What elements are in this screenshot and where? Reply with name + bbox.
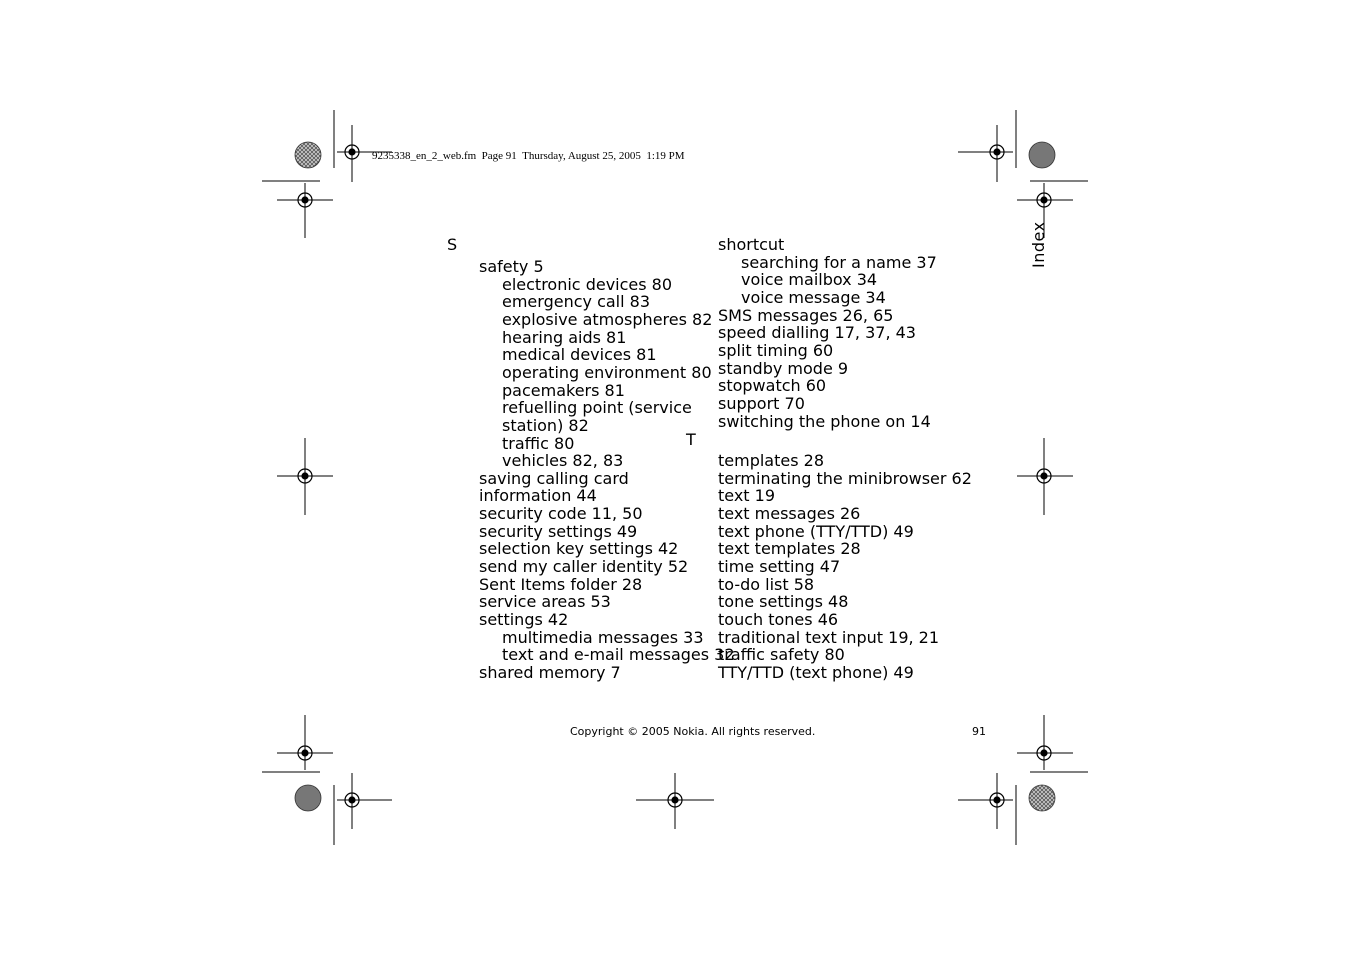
index-entry: shared memory 7 bbox=[479, 662, 621, 682]
index-entry: selection key settings 42 bbox=[479, 539, 679, 559]
index-subentry: voice mailbox 34 bbox=[741, 270, 878, 290]
index-subentry: pacemakers 81 bbox=[502, 380, 625, 400]
file-info-header: 9235338_en_2_web.fm Page 91 Thursday, August 25, 2005 1:19 PM bbox=[372, 150, 685, 162]
index-entry: service areas 53 bbox=[479, 592, 611, 612]
index-entry: shortcut bbox=[718, 235, 785, 254]
index-subentry: hearing aids 81 bbox=[502, 327, 627, 347]
index-entry: SMS messages 26, 65 bbox=[718, 305, 894, 325]
page-number: 91 bbox=[972, 725, 986, 738]
index-entry: Sent Items folder 28 bbox=[479, 574, 643, 594]
index-entry: switching the phone on 14 bbox=[718, 411, 931, 431]
index-subentry: searching for a name 37 bbox=[741, 252, 937, 272]
index-entry: stopwatch 60 bbox=[718, 376, 827, 396]
index-entry: security code 11, 50 bbox=[479, 504, 643, 524]
side-tab-label: Index bbox=[1029, 221, 1048, 268]
index-subentry: traffic 80 bbox=[502, 433, 575, 453]
index-entry: touch tones 46 bbox=[718, 609, 839, 629]
index-entry: information 44 bbox=[479, 486, 597, 506]
index-entry: text templates 28 bbox=[718, 539, 861, 559]
index-subentry: refuelling point (service bbox=[502, 398, 692, 418]
index-subentry: medical devices 81 bbox=[502, 345, 657, 365]
index-subentry: operating environment 80 bbox=[502, 362, 712, 382]
index-subentry: voice message 34 bbox=[741, 287, 886, 307]
index-entry: traffic safety 80 bbox=[718, 645, 845, 665]
index-subentry: electronic devices 80 bbox=[502, 274, 673, 294]
index-entry: standby mode 9 bbox=[718, 358, 849, 378]
index-entry: templates 28 bbox=[718, 451, 825, 470]
index-subentry: explosive atmospheres 82 bbox=[502, 309, 713, 329]
index-entry: send my caller identity 52 bbox=[479, 557, 689, 577]
index-subentry: multimedia messages 33 bbox=[502, 627, 704, 647]
index-entry: saving calling card bbox=[479, 468, 629, 488]
index-entry: text 19 bbox=[718, 486, 776, 506]
index-entry: text messages 26 bbox=[718, 503, 861, 523]
index-subentry: station) 82 bbox=[502, 415, 589, 435]
index-entry: safety 5 bbox=[479, 257, 544, 276]
index-entry: traditional text input 19, 21 bbox=[718, 627, 940, 647]
index-entry: time setting 47 bbox=[718, 556, 841, 576]
index-entry: text phone (TTY/TTD) 49 bbox=[718, 521, 914, 541]
index-entry: support 70 bbox=[718, 393, 805, 413]
copyright-footer: Copyright © 2005 Nokia. All rights reserved. bbox=[570, 725, 816, 738]
section-letter: T bbox=[686, 430, 696, 449]
index-entry: speed dialling 17, 37, 43 bbox=[718, 323, 916, 343]
index-entry: tone settings 48 bbox=[718, 592, 849, 612]
index-entry: terminating the minibrowser 62 bbox=[718, 468, 972, 488]
index-subentry: vehicles 82, 83 bbox=[502, 451, 624, 471]
index-entry: split timing 60 bbox=[718, 340, 834, 360]
index-entry: settings 42 bbox=[479, 610, 569, 629]
index-entry: TTY/TTD (text phone) 49 bbox=[718, 662, 914, 682]
index-entry: to-do list 58 bbox=[718, 574, 815, 594]
index-entry: security settings 49 bbox=[479, 521, 638, 541]
index-subentry: emergency call 83 bbox=[502, 292, 650, 312]
index-subentry: text and e-mail messages 32 bbox=[502, 645, 735, 665]
section-letter: S bbox=[447, 235, 458, 254]
